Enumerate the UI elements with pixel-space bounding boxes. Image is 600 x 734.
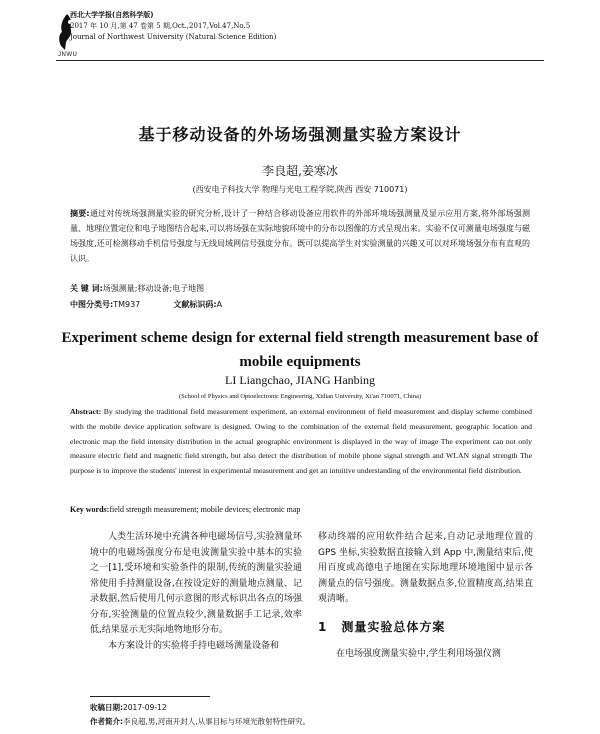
author-bio-label: 作者简介: <box>90 717 123 726</box>
keywords-cn-label: 关 键 词: <box>70 284 103 293</box>
body-paragraph: 人类生活环境中充满各种电磁场信号,实验测量环境中的电磁场强度分布是电波测量实验中基本的实验之一[1],受环境和实验条件的限制,传统的测量实验通常使用手持测量设备,在按设定好的测量地点测量、记录数据,然后使用几何示意图的形式标识出各点的场强分布,实验测量的位置点较少,测量数据手工记录,效率低,结果显示无实际地物地形分布。 <box>90 532 302 635</box>
abstract-en-label: Abstract: <box>70 407 102 416</box>
body-column-left <box>90 530 302 654</box>
abstract-en-text: By studying the traditional field measurement experiment, an external environment of field measurement and display scheme combined with the mobile device application software is designed. Owing to the combination of the external field measurement, geographic location and electronic map the field intensity distribution in the actual geographic environment is displayed in the way of image The experiment can not only measure electric field and magnetic field strength, but also detect the distribution of mobile phone signal strength and WLAN signal strength The purpose is to improve the students' interest in experimental measurement and get an intuitive understanding of the environmental field distribution. <box>70 407 532 476</box>
abstract-cn-label: 摘要: <box>70 209 90 218</box>
journal-name-cn: 西北大学学报(自然科学版) <box>70 11 154 19</box>
footnote-author <box>90 716 530 727</box>
footnote-rule <box>90 696 210 697</box>
body-paragraph: 本方案设计的实验将手持电磁场测量设备和 <box>108 640 280 651</box>
section-number: 1 <box>318 619 328 634</box>
body-paragraph: 移动终端的应用软件结合起来,自动记录地理位置的 GPS 坐标,实验数据直接输入到 App 中,测量结束后,使用百度或高德电子地图在实际地理环境地图中显示各测量点的信号强度。测量数据点多,位置精度高,结果直观清晰。 <box>318 532 533 604</box>
abstract-cn-text: 通过对传统场强测量实验的研究分析,设计了一种结合移动设备应用软件的外部环境场强测量及显示应用方案,将外部场强测量、地理位置定位和电子地图结合起来,可以将场强在实际地貌环境中的分布以图像的方式呈现出来。实验不仅可测量电场强度与磁场强度,还可检测移动手机信号强度与无线局域网信号强度分布。既可以提高学生对实验测量的兴趣又可以对环境场强分布有直观的认识。 <box>70 209 530 263</box>
body-paragraph: 在电场强度测量实验中,学生利用场强仪测 <box>336 649 501 659</box>
journal-logo-text: JNWU <box>58 52 78 58</box>
body-column-right <box>318 530 533 663</box>
keywords-en-text: field strength measurement; mobile devices; electronic map <box>109 505 301 514</box>
affiliation-cn: (西安电子科技大学 物理与光电工程学院,陕西 西安 710071) <box>192 185 408 194</box>
keywords-cn <box>70 283 530 294</box>
doc-code-value: A <box>216 300 223 309</box>
keywords-cn-text: 场强测量;移动设备;电子地图 <box>102 284 205 293</box>
section-heading <box>318 620 533 636</box>
header-rule <box>56 60 544 61</box>
doc-code-label: 文献标识码: <box>173 300 217 309</box>
paper-title-en: Experiment scheme design for external field strength measurement base of mobile equipments <box>61 330 539 370</box>
affiliation-en: (School of Physics and Optoelectronic Engineering, Xidian University, Xi'an 710071, China) <box>178 393 422 400</box>
clc-label: 中图分类号: <box>70 300 114 309</box>
abstract-en <box>70 405 532 479</box>
footnote-received <box>90 702 530 713</box>
journal-name-en: Journal of Northwest University (Natural Science Edition) <box>70 33 277 41</box>
classification <box>70 299 530 310</box>
abstract-cn <box>70 206 530 266</box>
keywords-en <box>70 505 532 514</box>
paper-title-cn: 基于移动设备的外场场强测量实验方案设计 <box>138 125 462 144</box>
author-bio-value: 李良超,男,河南开封人,从事目标与环境光散射特性研究。 <box>123 717 311 726</box>
journal-header <box>70 10 276 43</box>
section-title: 测量实验总体方案 <box>341 619 446 634</box>
authors-en: LI Liangchao, JIANG Hanbing <box>225 373 375 387</box>
clc-value: TM937 <box>113 300 141 309</box>
keywords-en-label: Key words: <box>70 505 110 514</box>
received-label: 收稿日期: <box>90 703 123 712</box>
authors-cn: 李良超,姜寒冰 <box>262 164 338 178</box>
received-value: 2017-09-12 <box>123 703 167 712</box>
journal-issue: 2017 年 10 月,第 47 卷第 5 期,Oct.,2017,Vol.47,No.5 <box>70 22 251 30</box>
